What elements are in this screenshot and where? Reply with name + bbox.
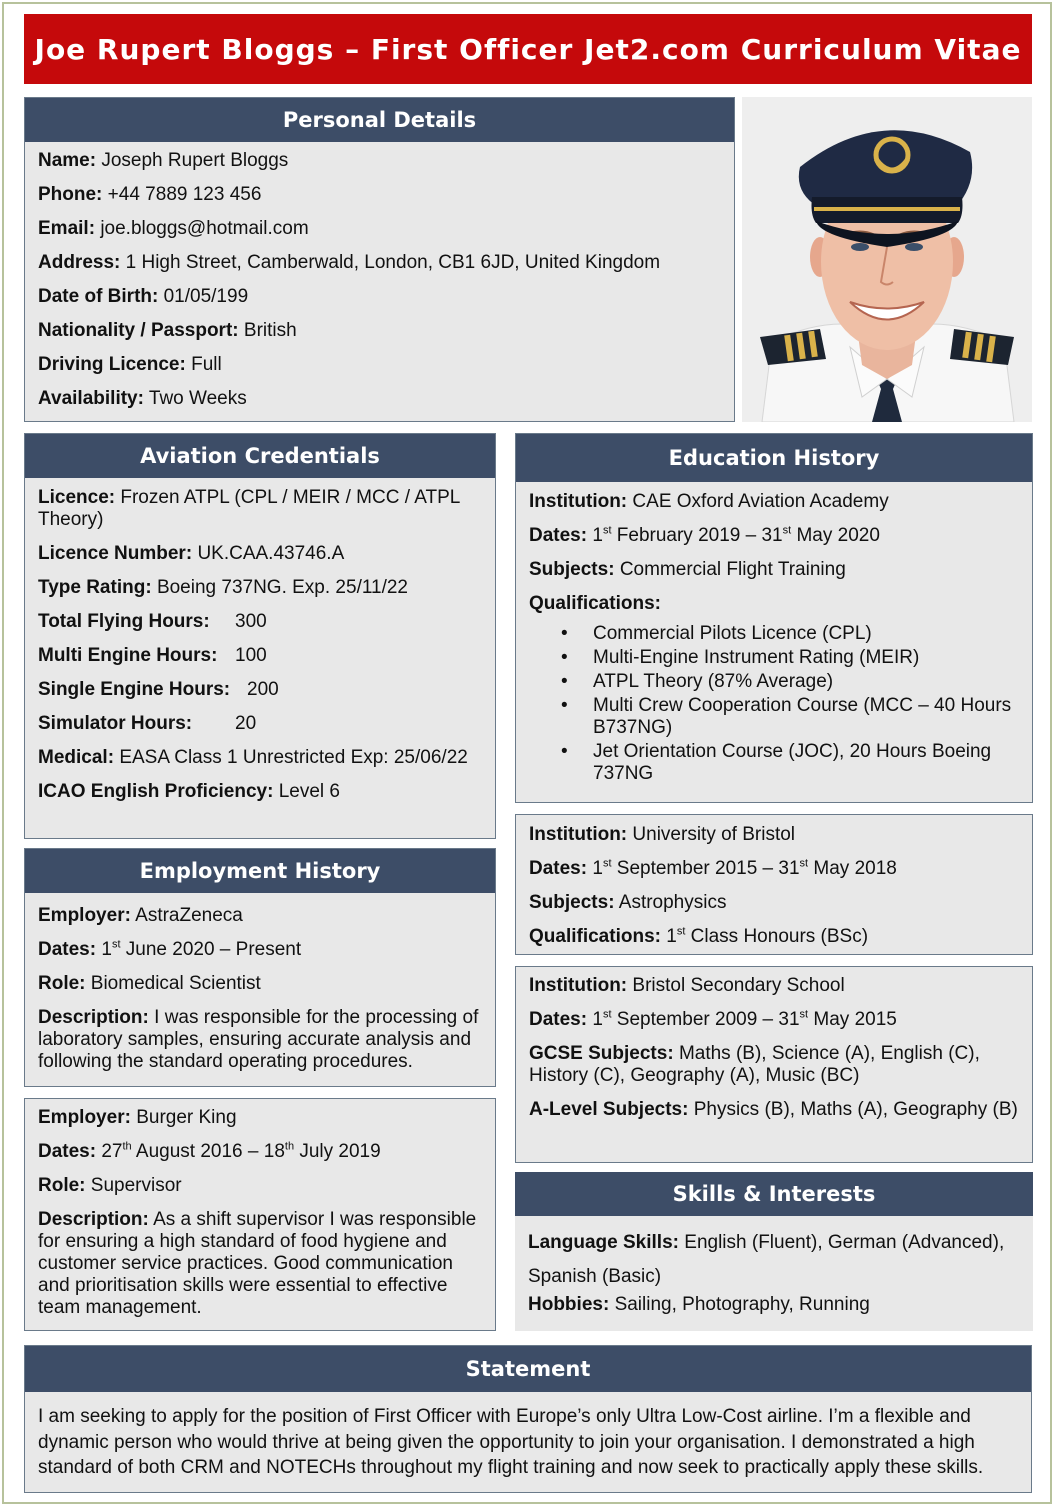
simulator-hours-row: Simulator Hours: 20 xyxy=(38,713,257,734)
aviation-credentials-header: Aviation Credentials xyxy=(25,434,495,478)
subjects-row: Subjects: Astrophysics xyxy=(529,892,727,913)
name-row: Name: Joseph Rupert Bloggs xyxy=(38,150,289,171)
nationality-row: Nationality / Passport: British xyxy=(38,320,297,341)
institution-row: Institution: CAE Oxford Aviation Academy xyxy=(529,491,889,512)
employer-row: Employer: AstraZeneca xyxy=(38,905,243,926)
address-row: Address: 1 High Street, Camberwald, London, CB1 6JD, United Kingdom xyxy=(38,252,661,273)
qualifications-label: Qualifications: xyxy=(529,593,661,614)
medical-row: Medical: EASA Class 1 Unrestricted Exp: 25/06/22 xyxy=(38,747,468,768)
phone-row: Phone: +44 7889 123 456 xyxy=(38,184,262,205)
licence-row: Licence: Frozen ATPL (CPL / MEIR / MCC / ATPL Theory) xyxy=(38,487,460,530)
personal-details-section xyxy=(24,97,735,422)
icao-row: ICAO English Proficiency: Level 6 xyxy=(38,781,340,802)
statement-section xyxy=(24,1345,1032,1493)
pilot-portrait-icon xyxy=(742,97,1032,422)
pilot-portrait-photo xyxy=(742,97,1032,422)
employment-history-header: Employment History xyxy=(25,849,495,893)
qualifications-list xyxy=(529,623,1020,785)
institution-row: Institution: Bristol Secondary School xyxy=(529,975,845,996)
dob-row: Date of Birth: 01/05/199 xyxy=(38,286,249,307)
subjects-row: Subjects: Commercial Flight Training xyxy=(529,559,846,580)
list-item: • Multi-Engine Instrument Rating (MEIR) xyxy=(561,647,1020,669)
dates-row: Dates: 1st February 2019 – 31st May 2020 xyxy=(529,524,880,546)
education-entry-3 xyxy=(515,966,1033,1163)
qualifications-row: Qualifications: 1st Class Honours (BSc) xyxy=(529,925,869,947)
education-entry-2 xyxy=(515,814,1033,955)
list-item: • Multi Crew Cooperation Course (MCC – 40 Hours B737NG) xyxy=(561,695,1020,739)
description-row: Description: I was responsible for the processing of laboratory samples, ensuring accurate analysis and following the standard operating procedures. xyxy=(38,1007,479,1072)
statement-header: Statement xyxy=(25,1346,1031,1392)
availability-row: Availability: Two Weeks xyxy=(38,388,247,409)
driving-row: Driving Licence: Full xyxy=(38,354,222,375)
language-skills-row: Language Skills: English (Fluent), German (Advanced), Spanish (Basic) xyxy=(528,1232,1005,1287)
multi-engine-hours-row: Multi Engine Hours: 100 xyxy=(38,645,267,666)
gcse-row: GCSE Subjects: Maths (B), Science (A), English (C), History (C), Geography (A), Music (BC) xyxy=(529,1043,980,1086)
total-hours-row: Total Flying Hours: 300 xyxy=(38,611,267,632)
alevel-row: A-Level Subjects: Physics (B), Maths (A), Geography (B) xyxy=(529,1099,1018,1120)
employment-entry-2 xyxy=(24,1098,496,1331)
single-engine-hours-row: Single Engine Hours: 200 xyxy=(38,679,279,700)
statement-text: I am seeking to apply for the position of First Officer with Europe’s only Ultra Low-Cost airline. I’m a flexible and dynamic person who would thrive at being given the opportunity to join your organisation. I demonstrated a high standard of both CRM and NOTECHs throughout my flight training and now seek to practically apply these skills. xyxy=(38,1406,984,1478)
role-row: Role: Biomedical Scientist xyxy=(38,973,261,994)
employer-row: Employer: Burger King xyxy=(38,1107,237,1128)
personal-details-header: Personal Details xyxy=(25,98,734,142)
list-item: • Jet Orientation Course (JOC), 20 Hours Boeing 737NG xyxy=(561,741,1020,785)
dates-row: Dates: 1st September 2009 – 31st May 2015 xyxy=(529,1008,897,1030)
education-history-header: Education History xyxy=(516,434,1032,482)
list-item: • ATPL Theory (87% Average) xyxy=(561,671,1020,693)
education-history-section xyxy=(515,433,1033,803)
hobbies-row: Hobbies: Sailing, Photography, Running xyxy=(528,1294,870,1315)
aviation-credentials-section xyxy=(24,433,496,839)
dates-row: Dates: 1st September 2015 – 31st May 2018 xyxy=(529,857,897,879)
page-title: Joe Rupert Bloggs – First Officer Jet2.com Curriculum Vitae xyxy=(24,14,1032,84)
institution-row: Institution: University of Bristol xyxy=(529,824,796,845)
skills-interests-header: Skills & Interests xyxy=(515,1172,1033,1216)
description-row: Description: As a shift supervisor I was responsible for ensuring a high standard of food hygiene and customer service practices. Good communication and prioritisation skills were essential to effective team management. xyxy=(38,1209,477,1318)
skills-interests-section xyxy=(515,1172,1033,1331)
email-row: Email: joe.bloggs@hotmail.com xyxy=(38,218,309,239)
role-row: Role: Supervisor xyxy=(38,1175,182,1196)
employment-history-section xyxy=(24,848,496,1087)
list-item: • Commercial Pilots Licence (CPL) xyxy=(561,623,1020,645)
dates-row: Dates: 27th August 2016 – 18th July 2019 xyxy=(38,1140,381,1162)
licence-number-row: Licence Number: UK.CAA.43746.A xyxy=(38,543,345,564)
type-rating-row: Type Rating: Boeing 737NG. Exp. 25/11/22 xyxy=(38,577,408,598)
dates-row: Dates: 1st June 2020 – Present xyxy=(38,938,302,960)
